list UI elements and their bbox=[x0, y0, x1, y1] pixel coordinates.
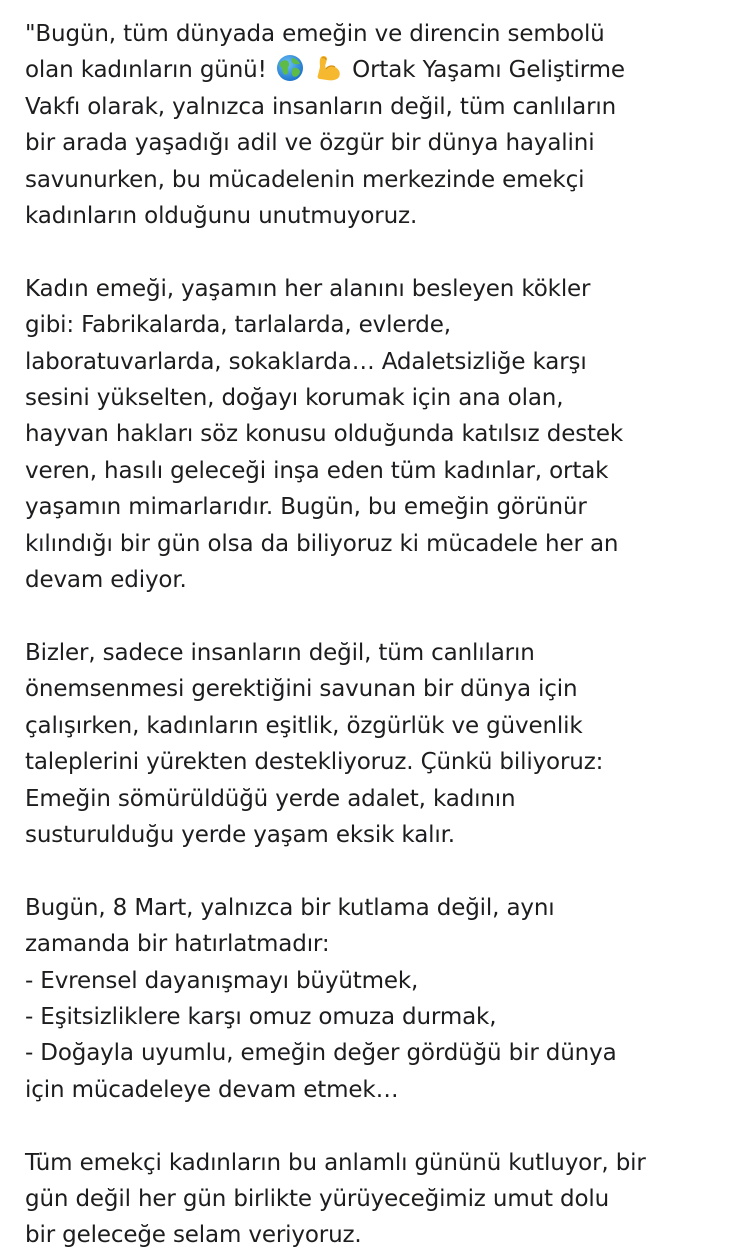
flexed-biceps-icon bbox=[314, 53, 344, 83]
text-line: kılındığı bir gün olsa da biliyoruz ki mücadele her an bbox=[25, 530, 619, 557]
text-line: Bizler, sadece insanların değil, tüm canlıların bbox=[25, 639, 535, 666]
paragraph-4 bbox=[25, 890, 732, 1108]
text-line: Bugün, 8 Mart, yalnızca bir kutlama değil, aynı bbox=[25, 894, 555, 921]
text-line: önemsenmesi gerektiğini savunan bir dünya için bbox=[25, 676, 578, 703]
list-item-continuation: için mücadeleye devam etmek… bbox=[25, 1076, 399, 1103]
globe-icon bbox=[275, 53, 305, 83]
text-line: gün değil her gün birlikte yürüyeceğimiz umut dolu bbox=[25, 1185, 610, 1212]
list-item: - Evrensel dayanışmayı büyütmek, bbox=[25, 967, 419, 994]
text-line: bir geleceğe selam veriyoruz. bbox=[25, 1222, 362, 1249]
paragraph-2 bbox=[25, 271, 732, 599]
paragraph-3 bbox=[25, 635, 732, 853]
text-segment: olan kadınların günü! bbox=[25, 57, 267, 84]
text-line: çalışırken, kadınların eşitlik, özgürlük ve güvenlik bbox=[25, 712, 583, 739]
paragraph-1 bbox=[25, 16, 732, 234]
text-line: Vakfı olarak, yalnızca insanların değil, tüm canlıların bbox=[25, 93, 617, 120]
text-line: sesini yükselten, doğayı korumak için ana olan, bbox=[25, 385, 564, 412]
text-line: Tüm emekçi kadınların bu anlamlı gününü kutluyor, bir bbox=[25, 1149, 646, 1176]
text-segment: Ortak Yaşamı Geliştirme bbox=[352, 57, 625, 84]
text-line: veren, hasılı geleceği inşa eden tüm kadınlar, ortak bbox=[25, 457, 609, 484]
text-line: taleplerini yürekten destekliyoruz. Çünkü biliyoruz: bbox=[25, 749, 604, 776]
text-line-with-emojis bbox=[25, 52, 732, 88]
text-line: laboratuvarlarda, sokaklarda… Adaletsizliğe karşı bbox=[25, 348, 587, 375]
list-item: - Doğayla uyumlu, emeğin değer gördüğü bir dünya bbox=[25, 1040, 617, 1067]
paragraph-5 bbox=[25, 1145, 732, 1254]
text-line: susturulduğu yerde yaşam eksik kalır. bbox=[25, 821, 455, 848]
text-line: devam ediyor. bbox=[25, 567, 187, 594]
text-line: kadınların olduğunu unutmuyoruz. bbox=[25, 203, 418, 230]
text-line: Kadın emeği, yaşamın her alanını besleyen kökler bbox=[25, 275, 591, 302]
list-item: - Eşitsizliklere karşı omuz omuza durmak, bbox=[25, 1003, 497, 1030]
text-line: "Bugün, tüm dünyada emeğin ve direncin sembolü bbox=[25, 21, 605, 47]
text-line: yaşamın mimarlarıdır. Bugün, bu emeğin görünür bbox=[25, 494, 587, 521]
text-line: Emeğin sömürüldüğü yerde adalet, kadının bbox=[25, 785, 516, 812]
text-line: hayvan hakları söz konusu olduğunda katılsız destek bbox=[25, 421, 624, 448]
text-line: gibi: Fabrikalarda, tarlalarda, evlerde, bbox=[25, 312, 451, 339]
text-line: zamanda bir hatırlatmadır: bbox=[25, 931, 330, 958]
text-line: savunurken, bu mücadelenin merkezinde emekçi bbox=[25, 166, 585, 193]
text-line: bir arada yaşadığı adil ve özgür bir dünya hayalini bbox=[25, 130, 595, 157]
